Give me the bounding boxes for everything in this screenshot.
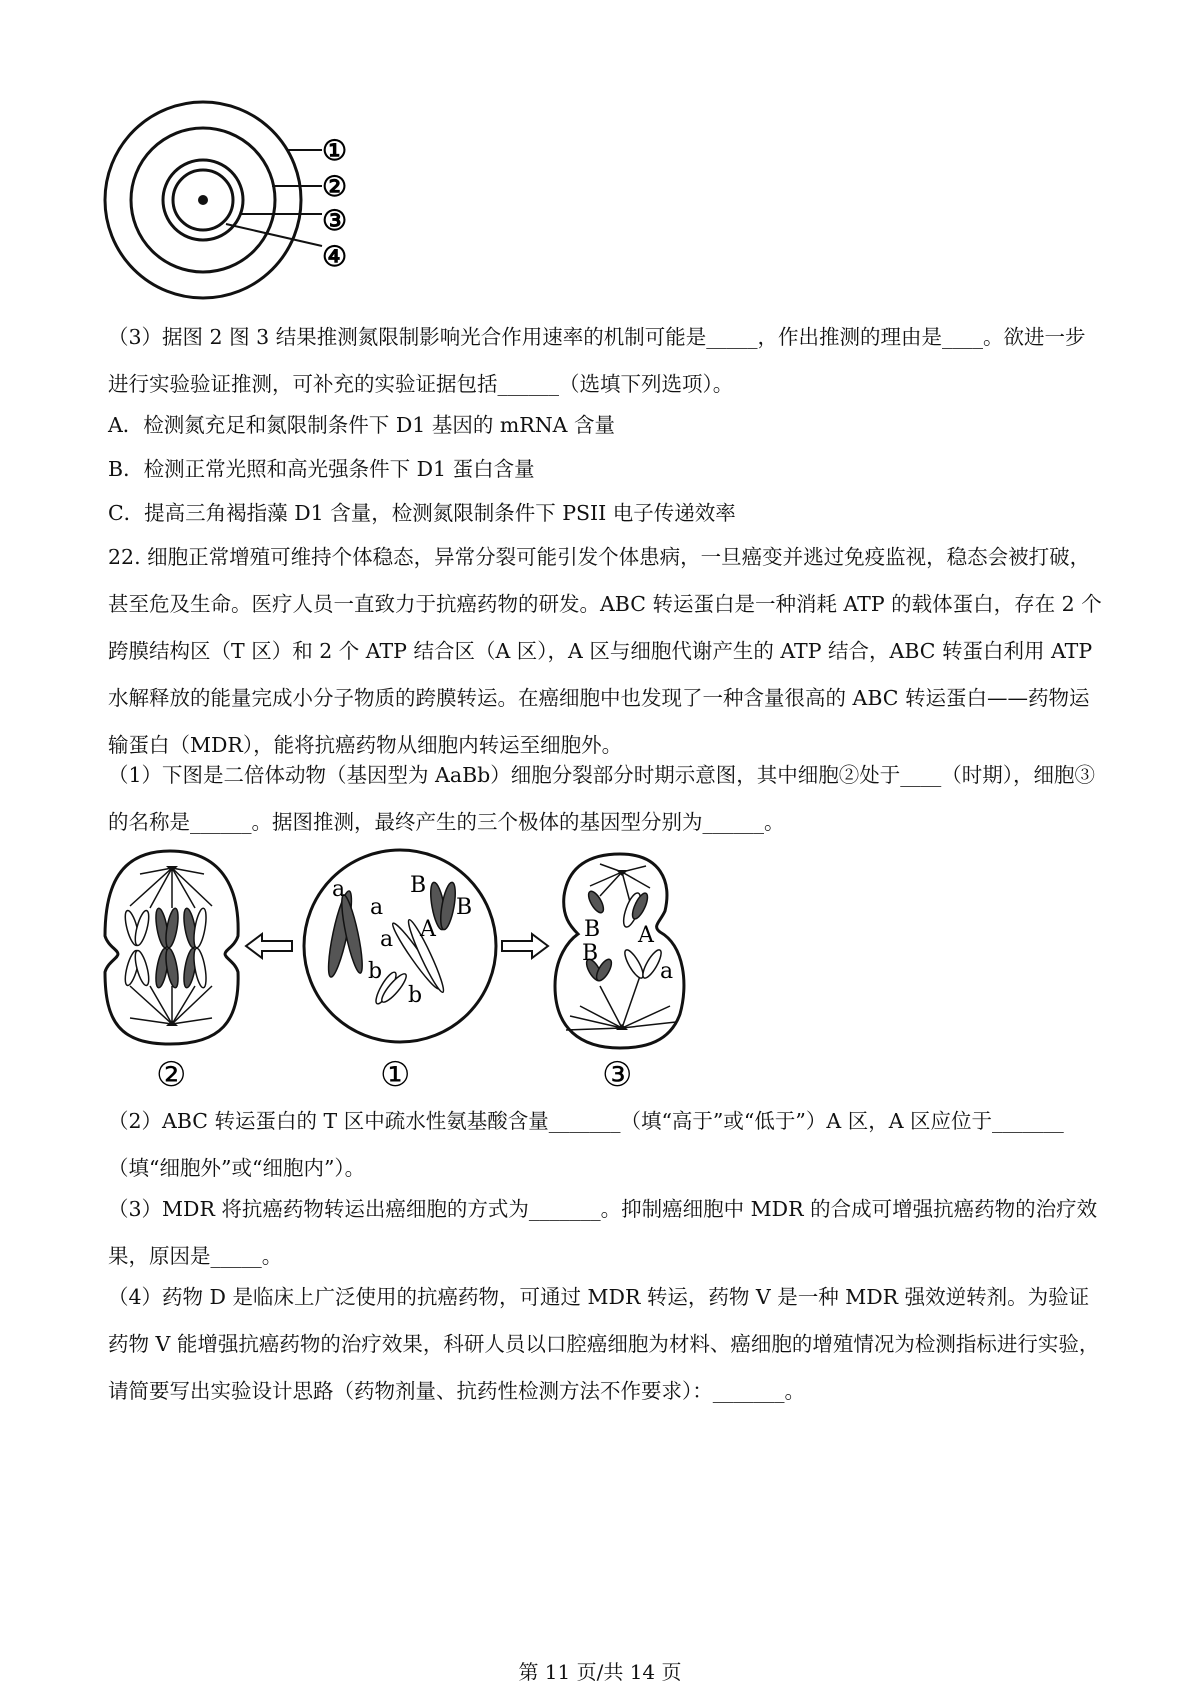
gene-label: b [368, 959, 383, 984]
q22-part2: （2）ABC 转运蛋白的 T 区中疏水性氨基酸含量_______（填“高于”或“低于”）A 区，A 区应位于_______（填“细胞外”或“细胞内”）。 [108, 1109, 1064, 1180]
gene-label: a [660, 959, 674, 984]
leader-line-4 [226, 224, 322, 246]
cell-1 [304, 850, 496, 1042]
ring-label-4: ④ [322, 240, 348, 273]
gene-label: B [410, 873, 427, 898]
gene-label: A [420, 917, 436, 942]
gene-label: B [582, 941, 599, 966]
q21-option-a: A．检测氮充足和氮限制条件下 D1 基因的 mRNA 含量 [108, 413, 615, 437]
gene-label: B [456, 895, 473, 920]
ring-label-3: ③ [322, 204, 348, 237]
cell-label-2: ② [156, 1055, 187, 1095]
q22-part4: （4）药物 D 是临床上广泛使用的抗癌药物，可通过 MDR 转运，药物 V 是一种 MDR 强效逆转剂。为验证药物 V 能增强抗癌药物的治疗效果，科研人员以口腔癌细胞为材料、癌细胞的增殖情况为检测指标进行实验，请简要写出实验设计思路（药物剂量、抗药性检测方法不作要求）：_______。 [108, 1285, 1100, 1403]
arrow-right [502, 934, 548, 958]
q22-stem: 22. 细胞正常增殖可维持个体稳态，异常分裂可能引发个体患病，一旦癌变并逃过免疫监视，稳态会被打破，甚至危及生命。医疗人员一直致力于抗癌药物的研发。ABC 转运蛋白是一种消耗 ATP 的载体蛋白，存在 2 个跨膜结构区（T 区）和 2 个 ATP 结合区（A 区），A 区与细胞代谢产生的 ATP 结合，ABC 转蛋白利用 ATP 水解释放的能量完成小分子物质的跨膜转运。在癌细胞中也发现了一种含量很高的 ABC 转运蛋白——药物运输蛋白（MDR），能将抗癌药物从细胞内转运至细胞外。 [108, 545, 1102, 757]
q21-part3-text: （3）据图 2 图 3 结果推测氮限制影响光合作用速率的机制可能是_____，作出推测的理由是____。欲进一步进行实验验证推测，可补充的实验证据包括______（选填下列选项）。 [108, 325, 1086, 396]
cell-label-1: ① [380, 1055, 411, 1095]
page-footer: 第 11 页/共 14 页 [518, 1660, 682, 1684]
arrow-left [246, 934, 292, 958]
cell-2 [105, 851, 238, 1044]
q22-part3: （3）MDR 将抗癌药物转运出癌细胞的方式为_______。抑制癌细胞中 MDR 的合成可增强抗癌药物的治疗效果，原因是_____。 [108, 1197, 1098, 1268]
cell-division-figure [100, 846, 700, 1096]
gene-label: a [332, 877, 346, 902]
q21-option-c: C．提高三角褐指藻 D1 含量，检测氮限制条件下 PSII 电子传递效率 [108, 501, 736, 525]
concentric-rings-figure [100, 98, 360, 310]
ring-center-dot [198, 195, 208, 205]
q22-part1: （1）下图是二倍体动物（基因型为 AaBb）细胞分裂部分时期示意图，其中细胞②处于____（时期），细胞③的名称是______。据图推测，最终产生的三个极体的基因型分别为______。 [108, 763, 1096, 834]
q21-option-b: B．检测正常光照和高光强条件下 D1 蛋白含量 [108, 457, 535, 481]
gene-label: B [584, 917, 601, 942]
ring-label-2: ② [322, 170, 348, 203]
gene-label: A [638, 923, 654, 948]
cell-label-3: ③ [602, 1055, 633, 1095]
cell-3 [555, 854, 684, 1048]
gene-label: b [408, 983, 423, 1008]
gene-label: a [370, 895, 384, 920]
ring-label-1: ① [322, 134, 348, 167]
gene-label: a [380, 927, 394, 952]
